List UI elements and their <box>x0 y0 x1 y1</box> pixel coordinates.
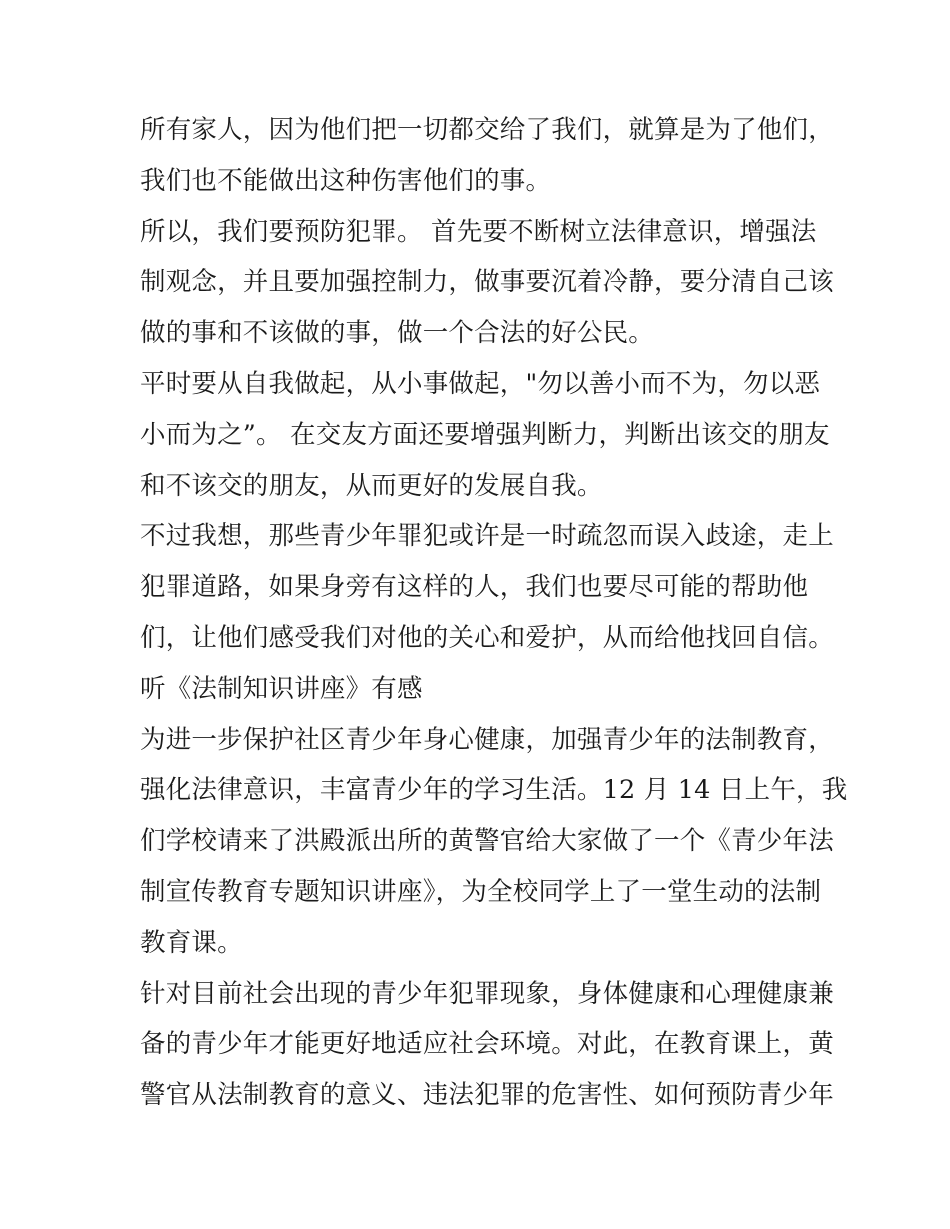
document-body <box>140 105 848 1121</box>
text-line: 们学校请来了洪殿派出所的黄警官给大家做了一个《青少年法 <box>140 826 834 857</box>
text-line: 我们也不能做出这种伤害他们的事。 <box>140 165 552 196</box>
text-line: 做的事和不该做的事，做一个合法的好公民。 <box>140 318 655 349</box>
text-line: 警官从法制教育的意义、违法犯罪的危害性、如何预防青少年 <box>140 1080 834 1111</box>
paragraph-lecture-content <box>140 969 834 1121</box>
text-line: 为进一步保护社区青少年身心健康，加强青少年的法制教育， <box>140 724 834 755</box>
text-line: 和不该交的朋友，从而更好的发展自我。 <box>140 470 603 501</box>
paragraph-lecture-intro <box>140 715 848 969</box>
text-line: 制宣传教育专题知识讲座》，为全校同学上了一堂生动的法制 <box>140 876 822 907</box>
text-line: 所以，我们要预防犯罪。 首先要不断树立法律意识，增强法 <box>140 216 817 247</box>
section-heading <box>140 664 820 715</box>
text-line: 针对目前社会出现的青少年犯罪现象，身体健康和心理健康兼 <box>140 978 834 1009</box>
text-line: 备的青少年才能更好地适应社会环境。对此，在教育课上，黄 <box>140 1029 834 1060</box>
paragraph-help-others <box>140 511 834 663</box>
text-line: 制观念，并且要加强控制力，做事要沉着冷静，要分清自己该 <box>140 267 834 298</box>
heading-line: 听《法制知识讲座》有感 <box>140 673 423 704</box>
paragraph-prevent-crime <box>140 207 834 359</box>
paragraph-start-from-self <box>140 359 830 511</box>
text-line: 不过我想，那些青少年罪犯或许是一时疏忽而误入歧途，走上 <box>140 521 834 552</box>
text-line: 小而为之”。 在交友方面还要增强判断力，判断出该交的朋友 <box>140 419 830 450</box>
paragraph-family <box>140 105 834 207</box>
text-line: 犯罪道路，如果身旁有这样的人，我们也要尽可能的帮助他 <box>140 572 809 603</box>
text-line: 们，让他们感受我们对他的关心和爱护，从而给他找回自信。 <box>140 622 834 653</box>
text-line: 所有家人，因为他们把一切都交给了我们，就算是为了他们， <box>140 115 834 145</box>
text-line: 教育课。 <box>140 927 243 958</box>
text-line: 强化法律意识，丰富青少年的学习生活。12 月 14 日上午，我 <box>140 775 848 806</box>
text-line: 平时要从自我做起，从小事做起，"勿以善小而不为，勿以恶 <box>140 368 821 399</box>
